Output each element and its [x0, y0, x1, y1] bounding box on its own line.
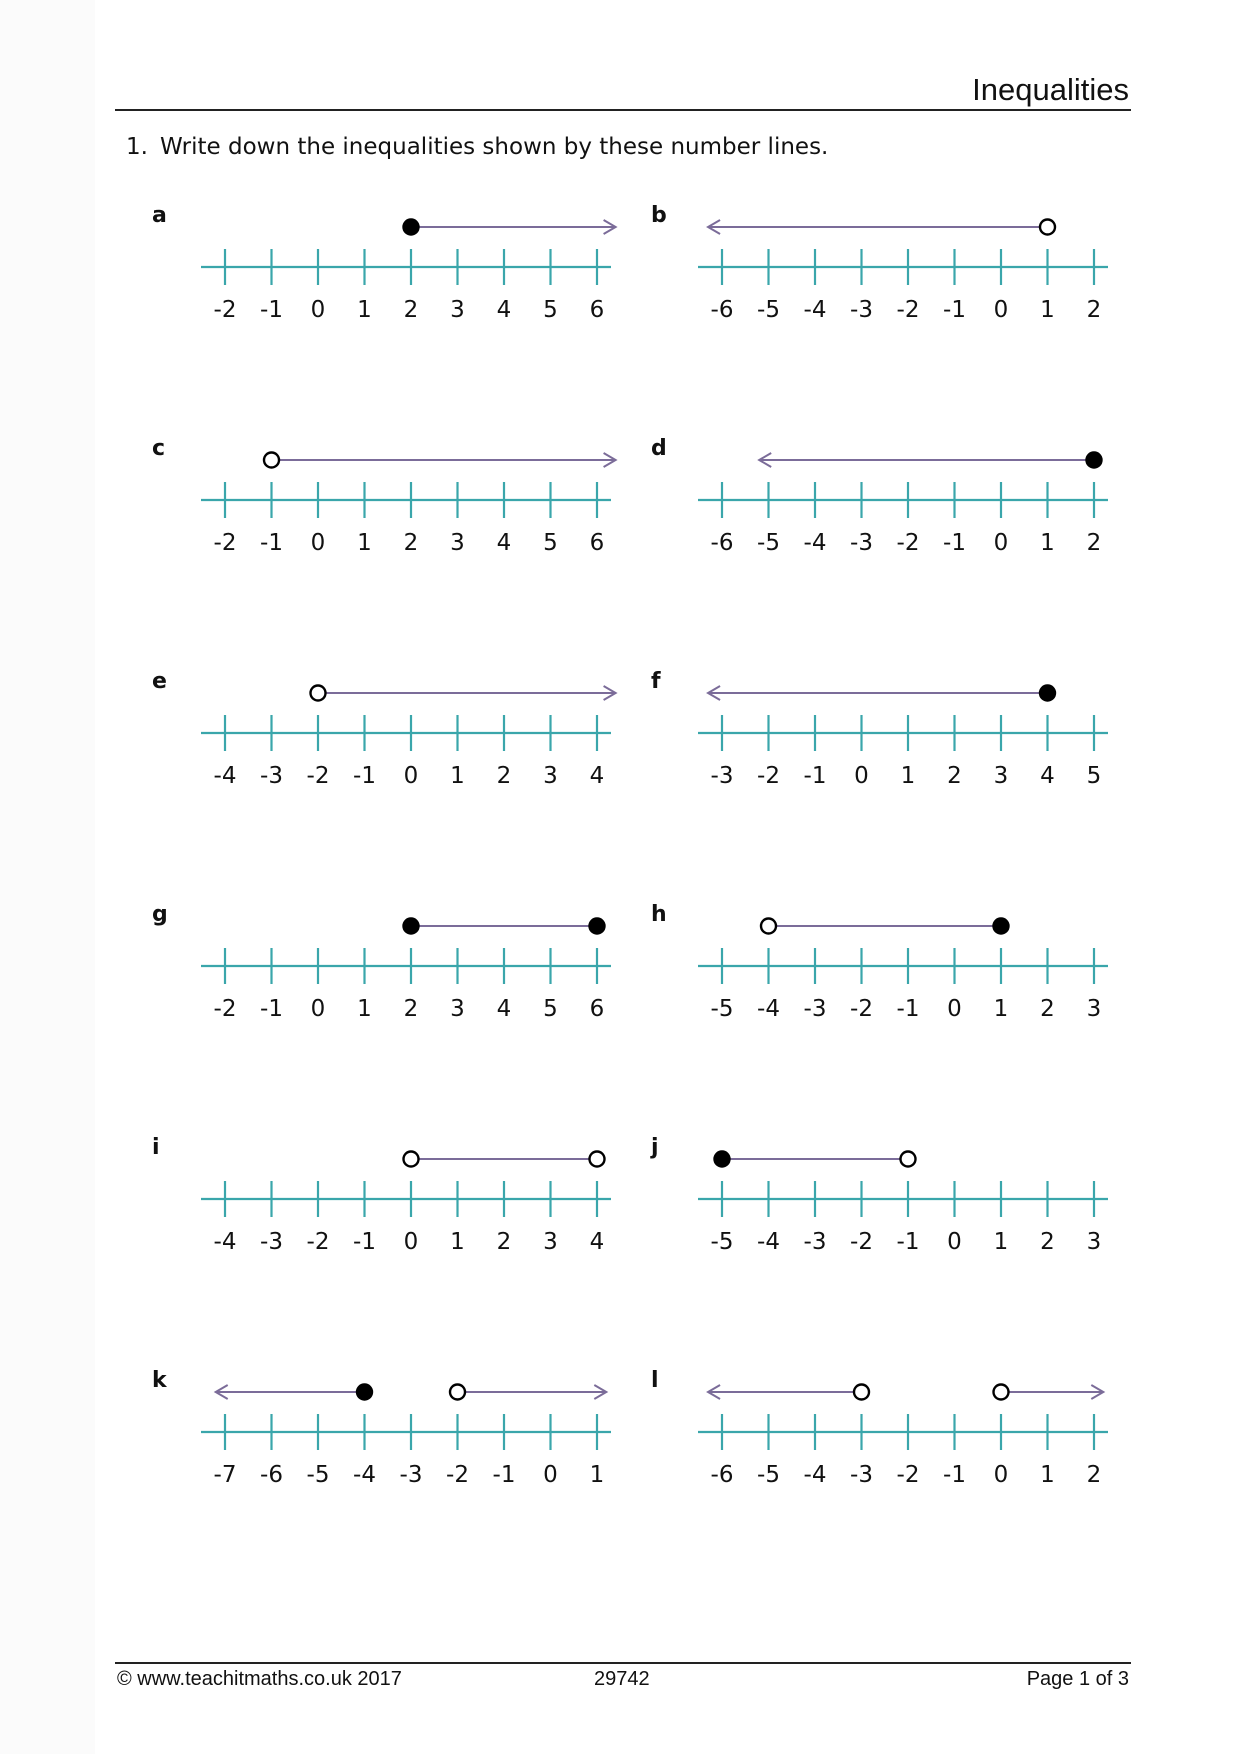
tick-label-e-7: 3 [543, 763, 558, 789]
tick-label-h-7: 2 [1040, 996, 1055, 1022]
open-circle-k-1 [450, 1385, 465, 1400]
tick-label-c-8: 6 [589, 530, 605, 556]
tick-label-f-0: -3 [710, 763, 734, 789]
tick-label-g-2: 0 [310, 996, 326, 1022]
tick-label-d-3: -3 [850, 530, 873, 556]
tick-label-l-8: 2 [1086, 1462, 1102, 1488]
closed-circle-j-0 [715, 1152, 730, 1167]
tick-label-a-8: 6 [589, 297, 605, 323]
tick-label-c-7: 5 [543, 530, 558, 556]
tick-label-b-8: 2 [1086, 297, 1102, 323]
tick-label-b-1: -5 [757, 297, 780, 323]
tick-label-d-5: -1 [943, 530, 966, 556]
exercise-label-g: g [152, 902, 168, 927]
tick-label-j-8: 3 [1086, 1229, 1102, 1255]
tick-label-b-0: -6 [710, 297, 734, 323]
exercise-label-e: e [152, 669, 167, 694]
tick-label-e-5: 1 [450, 763, 465, 789]
footer-copyright: © www.teachitmaths.co.uk 2017 [117, 1668, 402, 1690]
tick-label-h-6: 1 [993, 996, 1009, 1022]
tick-label-j-2: -3 [803, 1229, 827, 1255]
tick-label-g-6: 4 [496, 996, 512, 1022]
tick-label-k-0: -7 [213, 1462, 237, 1488]
page-title: Inequalities [972, 72, 1129, 107]
footer-divider [115, 1662, 1131, 1664]
footer-page-number: Page 1 of 3 [1026, 1668, 1129, 1690]
tick-label-f-6: 3 [993, 763, 1009, 789]
tick-label-k-7: 0 [543, 1462, 558, 1488]
tick-label-b-6: 0 [993, 297, 1009, 323]
tick-label-c-3: 1 [357, 530, 372, 556]
exercise-label-j: j [651, 1135, 659, 1160]
tick-label-j-0: -5 [710, 1229, 734, 1255]
exercise-label-c: c [152, 436, 166, 461]
tick-label-k-2: -5 [306, 1462, 330, 1488]
tick-label-e-4: 0 [403, 763, 419, 789]
tick-label-g-7: 5 [543, 996, 558, 1022]
tick-label-e-1: -3 [260, 763, 283, 789]
tick-label-c-4: 2 [403, 530, 419, 556]
tick-label-k-4: -3 [399, 1462, 423, 1488]
tick-label-f-1: -2 [757, 763, 780, 789]
exercise-label-b: b [651, 203, 667, 228]
tick-label-d-6: 0 [993, 530, 1009, 556]
tick-label-b-3: -3 [850, 297, 873, 323]
tick-label-d-0: -6 [710, 530, 734, 556]
exercise-label-k: k [152, 1368, 167, 1393]
tick-label-h-2: -3 [803, 996, 827, 1022]
tick-label-a-3: 1 [357, 297, 372, 323]
tick-label-a-1: -1 [260, 297, 283, 323]
question-number: 1. [126, 134, 148, 160]
tick-label-j-3: -2 [850, 1229, 873, 1255]
tick-label-l-7: 1 [1040, 1462, 1055, 1488]
open-circle-j-1 [901, 1152, 916, 1167]
tick-label-l-0: -6 [710, 1462, 734, 1488]
tick-label-e-6: 2 [496, 763, 512, 789]
tick-label-b-4: -2 [896, 297, 920, 323]
tick-label-i-8: 4 [589, 1229, 605, 1255]
tick-label-l-4: -2 [896, 1462, 920, 1488]
tick-label-e-3: -1 [353, 763, 376, 789]
tick-label-a-6: 4 [496, 297, 512, 323]
closed-circle-d-0 [1087, 453, 1102, 468]
tick-label-k-8: 1 [589, 1462, 605, 1488]
exercise-label-f: f [651, 669, 661, 694]
tick-label-h-0: -5 [710, 996, 734, 1022]
tick-label-d-4: -2 [896, 530, 920, 556]
closed-circle-g-1 [590, 919, 605, 934]
open-circle-i-0 [404, 1152, 419, 1167]
tick-label-l-6: 0 [993, 1462, 1009, 1488]
tick-label-e-0: -4 [213, 763, 237, 789]
open-circle-i-1 [590, 1152, 605, 1167]
tick-label-i-1: -3 [260, 1229, 283, 1255]
tick-label-a-0: -2 [213, 297, 237, 323]
tick-label-j-7: 2 [1040, 1229, 1055, 1255]
tick-label-f-4: 1 [900, 763, 916, 789]
tick-label-b-7: 1 [1040, 297, 1055, 323]
tick-label-g-8: 6 [589, 996, 605, 1022]
tick-label-d-7: 1 [1040, 530, 1055, 556]
tick-label-f-7: 4 [1040, 763, 1055, 789]
tick-label-l-3: -3 [850, 1462, 873, 1488]
tick-label-l-5: -1 [943, 1462, 966, 1488]
tick-label-d-2: -4 [803, 530, 827, 556]
tick-label-g-5: 3 [450, 996, 465, 1022]
tick-label-b-5: -1 [943, 297, 966, 323]
tick-label-k-3: -4 [353, 1462, 376, 1488]
footer-code: 29742 [594, 1668, 650, 1690]
question-text: Write down the inequalities shown by these number lines. [159, 134, 829, 160]
tick-label-d-1: -5 [757, 530, 780, 556]
tick-label-h-8: 3 [1086, 996, 1102, 1022]
tick-label-i-7: 3 [543, 1229, 558, 1255]
closed-circle-k-0 [357, 1385, 372, 1400]
tick-label-h-1: -4 [757, 996, 780, 1022]
tick-label-d-8: 2 [1086, 530, 1102, 556]
tick-label-c-0: -2 [213, 530, 237, 556]
tick-label-b-2: -4 [803, 297, 827, 323]
open-circle-b-0 [1040, 220, 1055, 235]
exercise-label-i: i [152, 1135, 160, 1160]
tick-label-h-5: 0 [947, 996, 962, 1022]
tick-label-a-2: 0 [310, 297, 326, 323]
tick-label-a-5: 3 [450, 297, 465, 323]
tick-label-j-6: 1 [993, 1229, 1009, 1255]
tick-label-i-0: -4 [213, 1229, 237, 1255]
tick-label-f-3: 0 [854, 763, 869, 789]
open-circle-e-0 [311, 686, 326, 701]
closed-circle-g-0 [404, 919, 419, 934]
tick-label-c-2: 0 [310, 530, 326, 556]
tick-label-e-2: -2 [306, 763, 330, 789]
open-circle-l-0 [854, 1385, 869, 1400]
tick-label-g-0: -2 [213, 996, 237, 1022]
tick-label-j-4: -1 [896, 1229, 920, 1255]
tick-label-c-5: 3 [450, 530, 465, 556]
tick-label-i-6: 2 [496, 1229, 512, 1255]
closed-circle-a-0 [404, 220, 419, 235]
tick-label-i-4: 0 [403, 1229, 419, 1255]
exercise-label-l: l [651, 1368, 659, 1393]
closed-circle-f-0 [1040, 686, 1055, 701]
tick-label-j-5: 0 [947, 1229, 962, 1255]
tick-label-a-4: 2 [403, 297, 419, 323]
tick-label-f-8: 5 [1086, 763, 1102, 789]
open-circle-c-0 [264, 453, 279, 468]
tick-label-k-1: -6 [260, 1462, 283, 1488]
tick-label-c-6: 4 [496, 530, 512, 556]
tick-label-i-5: 1 [450, 1229, 465, 1255]
open-circle-h-0 [761, 919, 776, 934]
exercise-label-a: a [152, 203, 167, 228]
tick-label-j-1: -4 [757, 1229, 780, 1255]
open-circle-l-1 [994, 1385, 1009, 1400]
tick-label-l-2: -4 [803, 1462, 827, 1488]
tick-label-g-4: 2 [403, 996, 419, 1022]
exercise-label-h: h [651, 902, 667, 927]
tick-label-e-8: 4 [589, 763, 605, 789]
tick-label-h-4: -1 [896, 996, 920, 1022]
tick-label-i-3: -1 [353, 1229, 376, 1255]
tick-label-k-5: -2 [446, 1462, 469, 1488]
tick-label-i-2: -2 [306, 1229, 330, 1255]
tick-label-f-2: -1 [803, 763, 827, 789]
exercise-label-d: d [651, 436, 667, 461]
tick-label-a-7: 5 [543, 297, 558, 323]
tick-label-f-5: 2 [947, 763, 962, 789]
tick-label-h-3: -2 [850, 996, 873, 1022]
tick-label-l-1: -5 [757, 1462, 780, 1488]
tick-label-g-1: -1 [260, 996, 283, 1022]
tick-label-c-1: -1 [260, 530, 283, 556]
closed-circle-h-1 [994, 919, 1009, 934]
tick-label-g-3: 1 [357, 996, 372, 1022]
tick-label-k-6: -1 [492, 1462, 516, 1488]
